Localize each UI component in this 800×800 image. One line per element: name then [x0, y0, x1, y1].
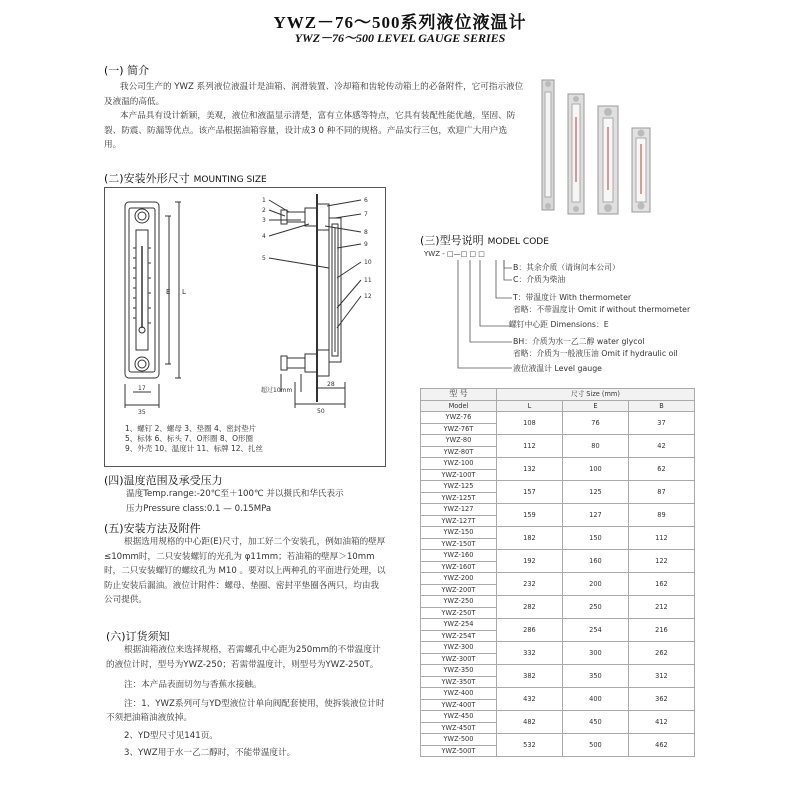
- table-row: [421, 665, 695, 677]
- table-row: [421, 458, 695, 470]
- l-cell: 159: [496, 504, 562, 527]
- callout-3: 3: [262, 217, 266, 224]
- intro-paragraph-2: 本产品具有设计新颖，美观，液位和液温显示清楚，富有立体感等特点，它具有装配性能优越，坚固、防裂、防震、防漏等优点。该产品根据油箱容量，设计成3 0 种不同的规格。产品实行三包，欢迎广大用户选用。: [104, 111, 516, 150]
- l-cell: 282: [496, 596, 562, 619]
- side-view: [269, 194, 361, 408]
- model-code-heading-cn: (三)型号说明: [420, 234, 484, 247]
- model-cell: YWZ-127: [421, 504, 497, 516]
- callout-4: 4: [262, 233, 266, 240]
- model-code-t: T：带温度计 With thermometer: [513, 293, 632, 302]
- table-row: [421, 481, 695, 493]
- l-cell: 532: [496, 734, 562, 757]
- model-t-cell: YWZ-100T: [421, 469, 497, 481]
- gauge-photo-1: [542, 80, 554, 210]
- table-head-model-en: Model: [421, 400, 497, 412]
- table-row: [421, 550, 695, 562]
- dim-50-label: 50: [317, 408, 325, 415]
- spec-table: [420, 388, 695, 757]
- model-t-cell: YWZ-250T: [421, 607, 497, 619]
- parts-legend: [125, 424, 263, 454]
- temperature-text: [126, 487, 426, 516]
- callout-6: 6: [364, 197, 368, 204]
- model-cell: YWZ-450: [421, 711, 497, 723]
- e-cell: 125: [562, 481, 628, 504]
- model-cell: YWZ-80: [421, 435, 497, 447]
- l-cell: 108: [496, 412, 562, 435]
- front-view: [125, 202, 181, 408]
- model-t-cell: YWZ-254T: [421, 630, 497, 642]
- ordering-note-2: 注：1、YWZ系列可与YD型液位计单向阀配套使用，使拆装液位计时不须把油箱油液放掉。: [106, 698, 385, 723]
- table-head-l: L: [496, 400, 562, 412]
- installation-heading: (五)安装方法及附件: [104, 522, 201, 535]
- model-t-cell: YWZ-500T: [421, 745, 497, 757]
- model-cell: YWZ-350: [421, 665, 497, 677]
- e-cell: 127: [562, 504, 628, 527]
- b-cell: 362: [628, 688, 694, 711]
- page-subtitle: YWZ－76～500 LEVEL GAUGE SERIES: [294, 31, 506, 45]
- model-cell: YWZ-76: [421, 412, 497, 424]
- table-row: [421, 734, 695, 746]
- b-cell: 112: [628, 527, 694, 550]
- callout-12: 12: [364, 293, 372, 300]
- pressure-class: 压力Pressure class:0.1 — 0.15MPa: [126, 503, 272, 514]
- callout-11: 11: [364, 277, 372, 284]
- parts-line-3: 9、外壳 10、温度计 11、标牌 12、扎丝: [125, 444, 264, 453]
- model-t-cell: YWZ-200T: [421, 584, 497, 596]
- model-cell: YWZ-125: [421, 481, 497, 493]
- b-cell: 89: [628, 504, 694, 527]
- dim-10mm-label: 超过10mm: [261, 387, 293, 394]
- l-cell: 232: [496, 573, 562, 596]
- model-code-brackets: [420, 248, 520, 373]
- b-cell: 312: [628, 665, 694, 688]
- model-t-cell: YWZ-300T: [421, 653, 497, 665]
- model-t-cell: YWZ-125T: [421, 492, 497, 504]
- e-cell: 200: [562, 573, 628, 596]
- dim-35-label: 35: [138, 409, 146, 416]
- model-cell: YWZ-400: [421, 688, 497, 700]
- intro-paragraph-1: 我公司生产的 YWZ 系列液位液温计是油箱、润滑装置、冷却箱和齿轮传动箱上的必备附件，它可指示液位及液温的高低。: [104, 82, 524, 107]
- model-code-heading-en: MODEL CODE: [487, 237, 549, 247]
- table-row: [421, 527, 695, 539]
- mounting-drawing: [104, 187, 386, 467]
- b-cell: 262: [628, 642, 694, 665]
- model-cell: YWZ-100: [421, 458, 497, 470]
- l-cell: 286: [496, 619, 562, 642]
- parts-line-1: 1、螺钉 2、螺母 3、垫圈 4、密封垫片: [125, 424, 257, 433]
- e-cell: 250: [562, 596, 628, 619]
- model-code-heading: [420, 232, 549, 248]
- spec-table-body: [421, 412, 695, 757]
- table-row: [421, 504, 695, 516]
- model-cell: YWZ-200: [421, 573, 497, 585]
- b-cell: 462: [628, 734, 694, 757]
- model-t-cell: YWZ-150T: [421, 538, 497, 550]
- b-cell: 162: [628, 573, 694, 596]
- model-code-pattern: YWZ - □—□ □ □: [424, 250, 485, 258]
- table-row: [421, 435, 695, 447]
- table-row: [421, 642, 695, 654]
- l-cell: 432: [496, 688, 562, 711]
- l-cell: 482: [496, 711, 562, 734]
- e-cell: 300: [562, 642, 628, 665]
- l-cell: 192: [496, 550, 562, 573]
- gauge-photo-3: [598, 106, 618, 214]
- gauge-photo-4: [632, 128, 650, 212]
- model-cell: YWZ-250: [421, 596, 497, 608]
- parts-line-2: 5、标体 6、标头 7、O形圈 8、O形圈: [125, 434, 254, 443]
- ordering-heading: (六)订货须知: [106, 630, 170, 643]
- model-code-b: B：其余介质（请询问本公司）: [513, 263, 620, 272]
- model-cell: YWZ-150: [421, 527, 497, 539]
- e-cell: 150: [562, 527, 628, 550]
- mounting-heading-en: MOUNTING SIZE: [193, 175, 267, 185]
- model-cell: YWZ-500: [421, 734, 497, 746]
- table-row: [421, 711, 695, 723]
- callout-5: 5: [262, 255, 266, 262]
- model-cell: YWZ-254: [421, 619, 497, 631]
- ordering-note-3: 2、YD型尺寸见141页。: [124, 730, 218, 741]
- page-title: YWZ－76～500系列液位液温计: [273, 13, 527, 32]
- model-t-cell: YWZ-76T: [421, 423, 497, 435]
- callout-7: 7: [364, 211, 368, 218]
- model-t-cell: YWZ-350T: [421, 676, 497, 688]
- b-cell: 37: [628, 412, 694, 435]
- table-row: [421, 596, 695, 608]
- e-cell: 500: [562, 734, 628, 757]
- e-cell: 400: [562, 688, 628, 711]
- dim-28-label: 28: [327, 381, 335, 388]
- model-t-cell: YWZ-160T: [421, 561, 497, 573]
- model-code-bh: BH：介质为水一乙二醇 water glycol: [513, 337, 645, 346]
- model-t-cell: YWZ-127T: [421, 515, 497, 527]
- callout-9: 9: [364, 241, 368, 248]
- installation-text: [104, 535, 386, 608]
- e-cell: 80: [562, 435, 628, 458]
- model-t-cell: YWZ-80T: [421, 446, 497, 458]
- table-row: [421, 573, 695, 585]
- table-head-size: 尺寸 Size (mm): [496, 389, 694, 401]
- installation-paragraph: 根据选用规格的中心距(E)尺寸，加工好二个安装孔，例如油箱的壁厚≤10mm时，二只安装螺钉的光孔为 φ11mm；若油箱的壁厚＞10mm时，二只安装螺钉的螺纹孔为 M10 。要对以上两种孔的平面进行处理，以防止安装后漏油。液位计附件：螺母、垫圈、密封平垫圈各两只，均由我公司提供。: [104, 537, 386, 605]
- model-code-e: 螺钉中心距 Dimensions：E: [509, 320, 609, 329]
- dim-e-label: E: [166, 288, 171, 296]
- model-t-cell: YWZ-400T: [421, 699, 497, 711]
- model-cell: YWZ-300: [421, 642, 497, 654]
- b-cell: 212: [628, 596, 694, 619]
- intro-heading: (一) 简介: [104, 64, 150, 77]
- b-cell: 62: [628, 458, 694, 481]
- l-cell: 112: [496, 435, 562, 458]
- ordering-note-1: 注：本产品表面切勿与香蕉水接触。: [124, 680, 262, 690]
- ordering-note-4: 3、YWZ用于水一乙二醇时，不能带温度计。: [124, 748, 296, 758]
- b-cell: 42: [628, 435, 694, 458]
- product-photo: [528, 72, 698, 222]
- l-cell: 382: [496, 665, 562, 688]
- table-row: [421, 619, 695, 631]
- ordering-paragraph-1: 根据油箱液位来选择规格，若需螺孔中心距为250mm的不带温度计的液位计时，型号为YWZ-250；若需带温度计，则型号为YWZ-250T。: [106, 645, 381, 670]
- l-cell: 157: [496, 481, 562, 504]
- callout-8: 8: [364, 229, 368, 236]
- model-t-cell: YWZ-450T: [421, 722, 497, 734]
- table-row: [421, 412, 695, 424]
- temperature-range: 温度Temp.range:-20℃至＋100℃ 并以摄氏和华氏表示: [126, 489, 344, 499]
- model-code-c: C：介质为柴油: [513, 275, 566, 284]
- model-cell: YWZ-160: [421, 550, 497, 562]
- b-cell: 412: [628, 711, 694, 734]
- intro-text: [104, 80, 524, 153]
- callout-2: 2: [262, 207, 266, 214]
- l-cell: 182: [496, 527, 562, 550]
- table-head-e: E: [562, 400, 628, 412]
- l-cell: 132: [496, 458, 562, 481]
- e-cell: 160: [562, 550, 628, 573]
- table-row: [421, 688, 695, 700]
- e-cell: 76: [562, 412, 628, 435]
- e-cell: 100: [562, 458, 628, 481]
- e-cell: 450: [562, 711, 628, 734]
- temperature-heading: (四)温度范围及承受压力: [104, 474, 223, 487]
- dim-l-label: L: [182, 288, 186, 296]
- ordering-text: [106, 643, 388, 761]
- table-head-model-cn: 型 号: [421, 389, 497, 401]
- l-cell: 332: [496, 642, 562, 665]
- callout-1: 1: [262, 197, 266, 204]
- callout-10: 10: [364, 259, 372, 266]
- e-cell: 350: [562, 665, 628, 688]
- b-cell: 216: [628, 619, 694, 642]
- dim-17-label: 17: [138, 385, 146, 392]
- b-cell: 87: [628, 481, 694, 504]
- b-cell: 122: [628, 550, 694, 573]
- mounting-heading: [104, 170, 267, 186]
- mounting-heading-cn: (二)安装外形尺寸: [104, 172, 190, 185]
- gauge-photo-2: [568, 94, 584, 214]
- model-code-level-gauge: 液位液温计 Level gauge: [513, 364, 602, 373]
- e-cell: 254: [562, 619, 628, 642]
- table-head-b: B: [628, 400, 694, 412]
- model-code-omit-t: 省略：不带温度计 Omit if without thermometer: [513, 305, 691, 314]
- model-code-omit-bh: 省略：介质为一般液压油 Omit if hydraulic oil: [513, 349, 678, 358]
